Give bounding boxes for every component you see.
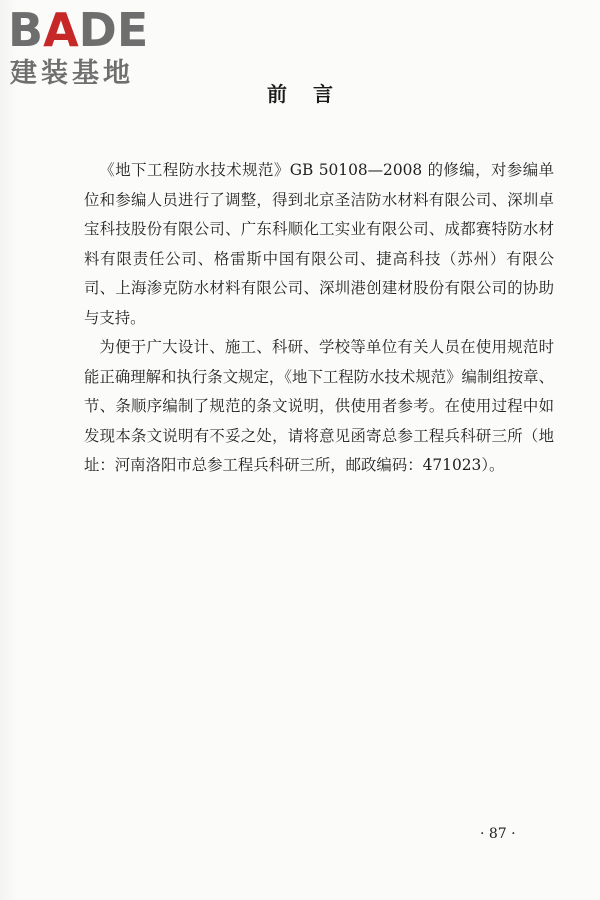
logo-letter-b: B (8, 3, 44, 57)
page-number: · 87 · (480, 826, 516, 842)
logo-subtitle: 建装基地 (10, 58, 134, 89)
logo-letters-de: DE (78, 3, 149, 57)
paragraph-1: 《地下工程防水技术规范》GB 50108—2008 的修编，对参编单位和参编人员进行了调整，得到北京圣洁防水材料有限公司、深圳卓宝科技股份有限公司、广东科顺化工实业有限公司、成都赛特防水材料有限责任公司、格雷斯中国有限公司、捷高科技（苏州）有限公司、上海渗克防水材料有限公司、深圳港创建材股份有限公司的协助与支持。 (84, 161, 554, 327)
logo-letter-a-accent: A (43, 3, 79, 57)
paragraph-2: 为便于广大设计、施工、科研、学校等单位有关人员在使用规范时能正确理解和执行条文规定，《地下工程防水技术规范》编制组按章、节、条顺序编制了规范的条文说明，供使用者参考。在使用过程中如发现本条文说明有不妥之处，请将意见函寄总参工程兵科研三所（地址：河南洛阳市总参工程兵科研三所，邮政编码：471023）。 (84, 338, 554, 474)
logo-wordmark (8, 4, 148, 56)
body-text (84, 156, 554, 481)
page-title: 前言 (267, 82, 359, 106)
